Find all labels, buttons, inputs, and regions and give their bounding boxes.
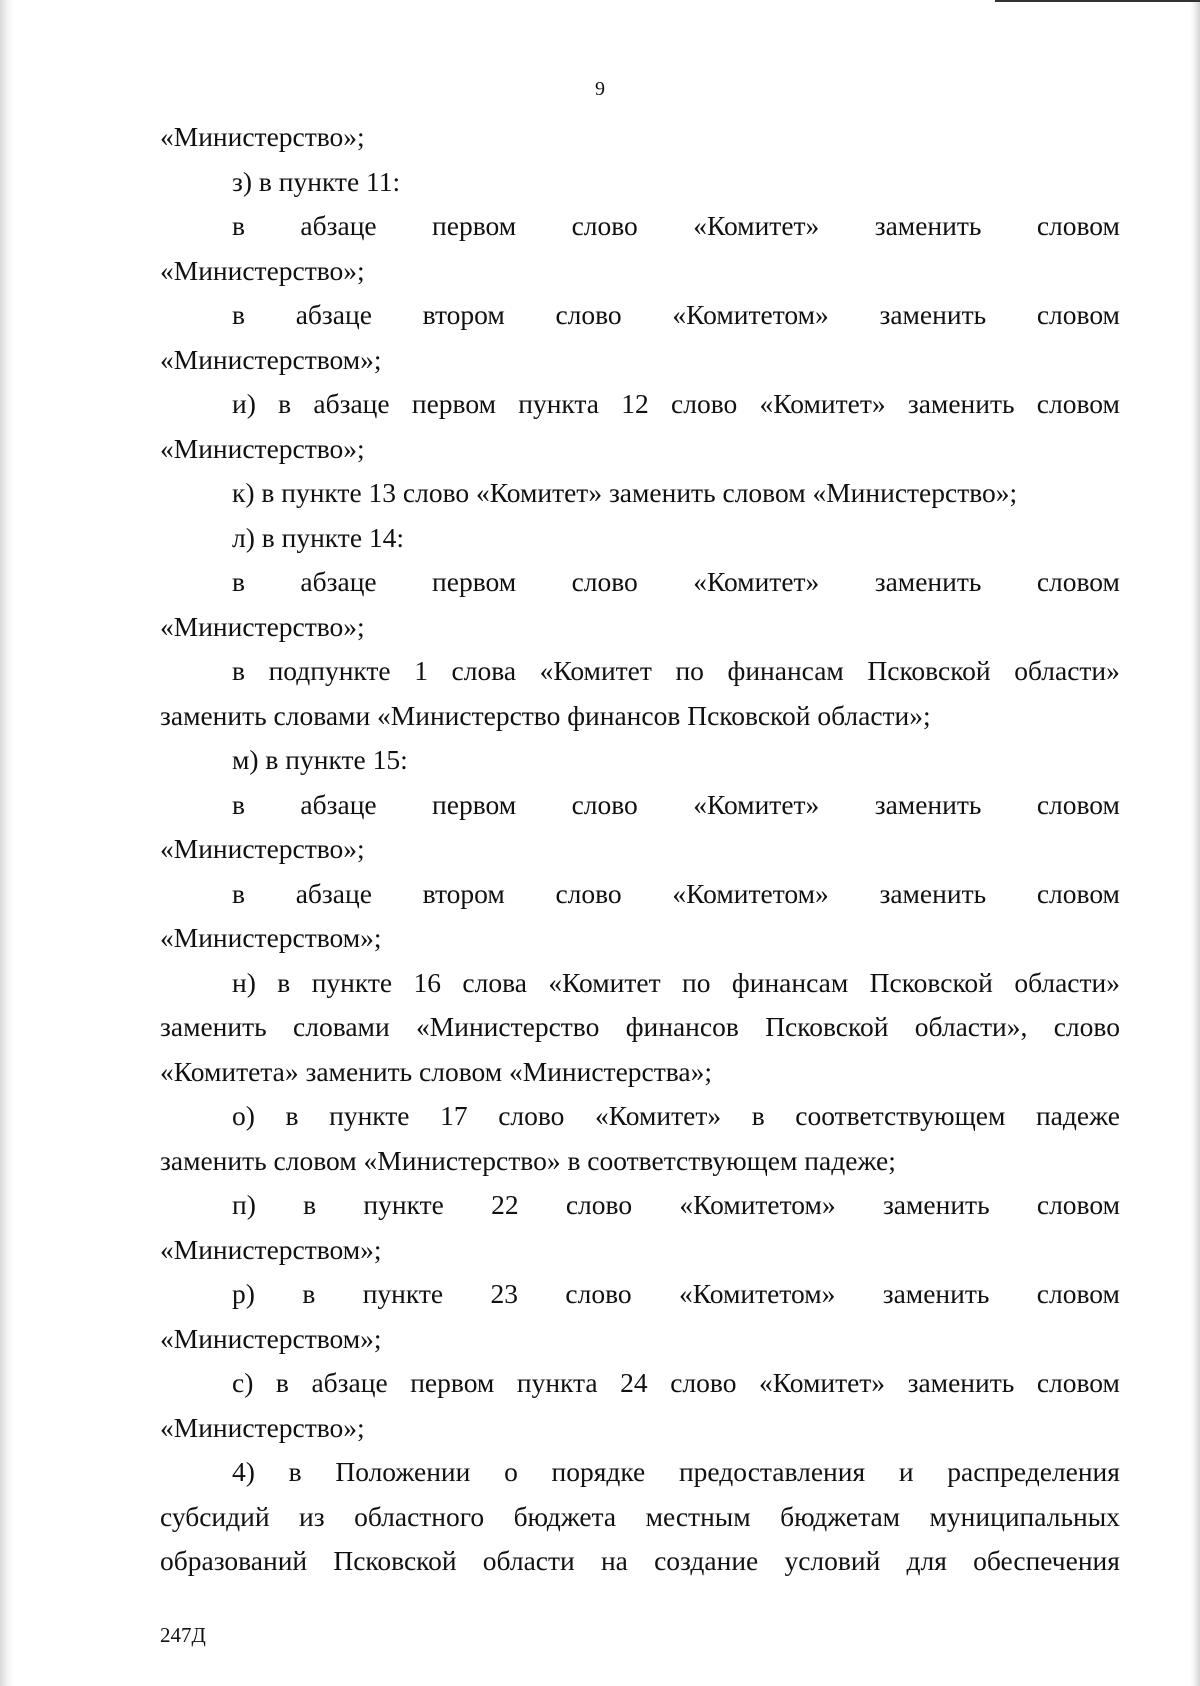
word: словом: [1036, 788, 1120, 820]
word: создание: [654, 1545, 759, 1576]
word: слово: [571, 210, 638, 241]
word: 4): [232, 1456, 255, 1487]
word: заменить: [879, 877, 987, 909]
text-line: [160, 649, 1120, 694]
text-line: [160, 1450, 1120, 1495]
word: втором: [422, 877, 505, 909]
word: в: [288, 1456, 302, 1487]
word: Псковской: [765, 1011, 889, 1042]
word: в: [232, 655, 245, 686]
text-line: «Министерством»;: [160, 1233, 382, 1265]
word: слово: [565, 1278, 632, 1309]
word: словами: [293, 1011, 390, 1042]
text-line: [160, 1361, 1120, 1406]
word: слово: [1053, 1011, 1120, 1042]
word: предоставления: [678, 1456, 866, 1487]
word: соответствующем: [795, 1100, 1006, 1131]
word: первом: [432, 566, 517, 597]
word: в: [232, 210, 245, 241]
word: р): [232, 1278, 255, 1309]
word: 1: [414, 655, 428, 686]
text-line: [160, 293, 1120, 338]
word: словом: [1036, 299, 1120, 330]
word: слово: [555, 877, 622, 909]
scan-edge-left: [0, 0, 14, 1686]
top-edge-line: [995, 0, 1200, 2]
word: муниципальных: [929, 1500, 1120, 1532]
word: пункте: [329, 1100, 410, 1131]
word: падеже: [1035, 1100, 1120, 1131]
word: заменить: [874, 210, 982, 241]
word: абзаце: [300, 788, 377, 820]
word: заменить: [160, 1011, 267, 1042]
word: порядке: [551, 1456, 646, 1487]
word: словом: [1036, 566, 1120, 597]
text-line: «Министерство»;: [160, 121, 365, 152]
word: первом: [432, 788, 517, 820]
text-line: [160, 204, 1120, 249]
word: п): [232, 1189, 256, 1220]
word: заменить: [882, 1189, 990, 1220]
word: бюджетам: [780, 1500, 901, 1532]
word: «Комитет»: [759, 388, 886, 419]
word: словом: [1036, 388, 1120, 419]
word: пункте: [362, 1278, 444, 1309]
text-line: заменить словами «Министерство финансов Псковской области»;: [160, 699, 931, 731]
text-line: з) в пункте 11:: [232, 165, 401, 197]
word: «Комитет»: [693, 788, 820, 820]
word: первом: [410, 1367, 495, 1398]
word: втором: [422, 299, 505, 330]
word: обеспечения: [973, 1545, 1120, 1576]
word: Псковской: [869, 966, 993, 998]
word: подпункте: [268, 655, 391, 686]
text-line: [160, 1272, 1120, 1317]
word: заменить: [882, 1278, 990, 1309]
word: абзаце: [300, 210, 377, 241]
word: абзаце: [313, 388, 390, 419]
text-line: л) в пункте 14:: [232, 521, 405, 553]
word: слова: [462, 966, 527, 998]
text-line: «Министерство»;: [160, 254, 365, 286]
text-line: м) в пункте 15:: [232, 744, 408, 775]
text-line: [160, 872, 1120, 917]
word: в: [751, 1100, 765, 1131]
word: в: [232, 299, 245, 330]
word: слово: [571, 566, 638, 597]
word: «Комитет»: [693, 210, 820, 241]
word: словом: [1036, 1367, 1120, 1398]
word: в: [285, 1100, 299, 1131]
word: «Министерство: [416, 1011, 600, 1042]
word: «Комитетом»: [679, 1278, 836, 1309]
word: в: [232, 877, 245, 909]
word: 24: [620, 1367, 648, 1398]
word: абзаце: [295, 299, 372, 330]
word: образований: [160, 1545, 308, 1576]
word: заменить: [879, 299, 987, 330]
word: 12: [621, 388, 649, 419]
word: в: [303, 1189, 317, 1220]
word: на: [600, 1545, 628, 1576]
word: заменить: [907, 388, 1015, 419]
word: бюджета: [513, 1500, 617, 1532]
word: пункте: [363, 1189, 444, 1220]
word: словом: [1036, 1278, 1120, 1309]
word: в: [278, 388, 292, 419]
word: пункта: [518, 388, 599, 419]
word: области»: [1014, 966, 1120, 998]
text-line: «Министерство»;: [160, 833, 365, 864]
word: абзаце: [300, 566, 377, 597]
word: в: [275, 1367, 289, 1398]
scan-edge-right: [1190, 0, 1200, 1686]
word: и): [232, 388, 256, 419]
word: области»: [1014, 655, 1120, 686]
word: «Комитет»: [693, 566, 820, 597]
word: и: [898, 1456, 914, 1487]
text-line: «Министерством»;: [160, 922, 382, 953]
word: заменить: [907, 1367, 1015, 1398]
word: о): [232, 1100, 255, 1131]
word: в: [302, 1278, 316, 1309]
text-line: «Министерство»;: [160, 610, 365, 642]
text-line: [160, 1005, 1120, 1050]
word: первом: [432, 210, 517, 241]
document-code: 247Д: [160, 1623, 206, 1647]
word: «Комитетом»: [679, 1189, 836, 1220]
word: абзаце: [295, 877, 372, 909]
text-line: заменить словом «Министерство» в соответствующем падеже;: [160, 1144, 896, 1176]
word: финансов: [625, 1011, 739, 1042]
word: словом: [1036, 1189, 1120, 1220]
text-line: [160, 961, 1120, 1006]
word: абзаце: [311, 1367, 388, 1398]
word: заменить: [874, 566, 982, 597]
word: области: [482, 1545, 575, 1576]
word: слова: [451, 655, 517, 686]
text-line: [160, 382, 1120, 427]
text-line: [160, 1094, 1120, 1139]
word: «Комитет»: [595, 1100, 722, 1131]
word: пункта: [516, 1367, 598, 1398]
word: словом: [1036, 210, 1120, 241]
word: «Комитет: [539, 655, 652, 686]
word: 22: [491, 1189, 519, 1220]
word: словом: [1036, 877, 1120, 909]
word: финансам: [731, 966, 849, 998]
word: в: [277, 966, 291, 998]
word: в: [232, 566, 245, 597]
text-line: [160, 1183, 1120, 1228]
word: финансам: [727, 655, 844, 686]
word: «Комитет»: [759, 1367, 886, 1398]
text-line: «Министерством»;: [160, 1322, 382, 1354]
word: о: [504, 1456, 518, 1487]
word: по: [675, 655, 704, 686]
word: распределения: [947, 1456, 1120, 1487]
text-line: [160, 783, 1120, 828]
word: слово: [671, 388, 738, 419]
text-line: «Комитета» заменить словом «Министерства»;: [160, 1055, 712, 1087]
word: Положении: [335, 1456, 471, 1487]
word: 17: [440, 1100, 468, 1131]
word: Псковской: [867, 655, 991, 686]
text-line: [160, 1495, 1120, 1540]
word: в: [232, 788, 245, 820]
word: слово: [571, 788, 638, 820]
word: по: [682, 966, 711, 998]
text-line: «Министерство»;: [160, 432, 365, 464]
word: Псковской: [333, 1545, 457, 1576]
word: с): [232, 1367, 254, 1398]
word: 23: [490, 1278, 518, 1309]
text-line: к) в пункте 13 слово «Комитет» заменить словом «Министерство»;: [232, 477, 1018, 508]
word: первом: [411, 388, 496, 419]
word: для: [906, 1545, 947, 1576]
word: заменить: [874, 788, 982, 820]
word: из: [299, 1500, 325, 1532]
word: слово: [565, 1189, 633, 1220]
word: 16: [413, 966, 441, 998]
word: областного: [354, 1500, 485, 1532]
text-line: [160, 560, 1120, 605]
text-line: [160, 1539, 1120, 1584]
document-body: [160, 115, 1120, 1584]
word: условий: [784, 1545, 881, 1576]
word: местным: [645, 1500, 751, 1532]
word: «Комитет: [548, 966, 661, 998]
word: «Комитетом»: [672, 877, 829, 909]
word: «Комитетом»: [672, 299, 829, 330]
text-line: «Министерством»;: [160, 343, 382, 375]
word: субсидий: [160, 1500, 270, 1532]
word: слово: [555, 299, 622, 330]
page-number: 9: [595, 78, 605, 100]
word: области»,: [914, 1011, 1028, 1042]
word: пункте: [311, 966, 393, 998]
word: н): [232, 966, 256, 998]
word: слово: [670, 1367, 737, 1398]
word: слово: [498, 1100, 565, 1131]
text-line: «Министерство»;: [160, 1411, 365, 1443]
